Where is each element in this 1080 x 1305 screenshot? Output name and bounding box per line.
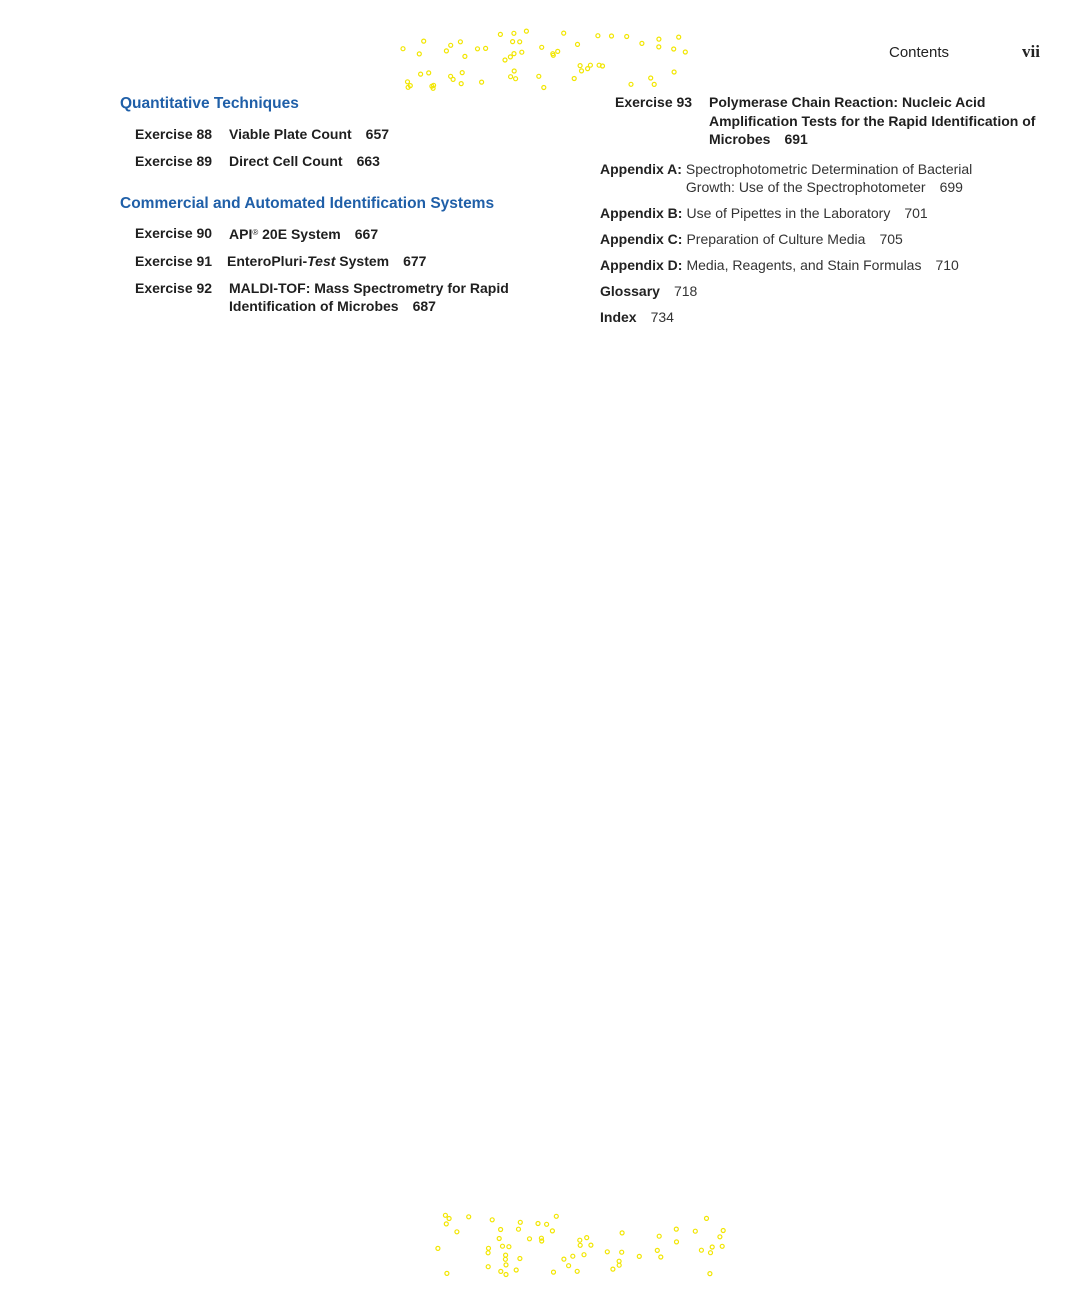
decorative-dot (514, 77, 518, 81)
toc-entry-appendix-c[interactable] (600, 230, 1040, 248)
page-ref: 718 (673, 282, 698, 299)
decorative-dot (710, 1245, 714, 1249)
decorative-dot (528, 1237, 532, 1241)
decorative-dot (449, 74, 453, 78)
running-header-label: Contents (889, 44, 950, 61)
decorative-dot (562, 31, 566, 35)
decorative-dot (659, 1255, 663, 1259)
decorative-dot (447, 1217, 451, 1221)
decorative-dot (501, 1244, 505, 1248)
page-ref: 699 (939, 178, 963, 195)
decorative-dot (507, 1245, 511, 1249)
page-ref: 667 (354, 226, 379, 242)
decorative-dot (486, 1265, 490, 1269)
decorative-dot (499, 1269, 503, 1273)
decorative-dot (657, 1234, 661, 1238)
toc-entry-appendix-d[interactable] (600, 256, 1040, 274)
decorative-dot (512, 69, 516, 73)
exercise-number: Exercise 89 (135, 153, 213, 169)
decorative-dot (542, 86, 546, 90)
decorative-dot (427, 71, 431, 75)
decorative-dot (675, 1240, 679, 1244)
decorative-dot (657, 37, 661, 41)
decorative-dot (463, 54, 467, 58)
decorative-dot (444, 49, 448, 53)
decorative-dot (511, 40, 515, 44)
decorative-dot (683, 50, 687, 54)
decorative-dot (580, 69, 584, 73)
toc-entry-exercise-92[interactable] (120, 279, 570, 315)
decorative-dot (589, 1243, 593, 1247)
decorative-dot (720, 1244, 724, 1248)
decorative-dot (693, 1229, 697, 1233)
appendix-label: Appendix A: (600, 160, 682, 177)
page-ref: 705 (879, 230, 903, 247)
toc-entry-index[interactable] (600, 308, 1040, 326)
decorative-dot (503, 58, 507, 62)
decorative-dot (455, 1230, 459, 1234)
toc-entry-exercise-91[interactable] (120, 252, 570, 270)
decorative-dot (512, 52, 516, 56)
appendix-label: Appendix D: (600, 256, 683, 273)
toc-entry-exercise-93[interactable] (600, 93, 1040, 149)
decorative-dot (718, 1235, 722, 1239)
toc-entry-exercise-88[interactable] (120, 125, 570, 143)
decorative-dot (585, 1236, 589, 1240)
exercise-number: Exercise 90 (135, 225, 213, 241)
toc-entry-appendix-a[interactable] (600, 160, 1040, 196)
decorative-dot (571, 1254, 575, 1258)
page-ref: 701 (904, 204, 928, 221)
decorative-dot (422, 39, 426, 43)
decorative-dot (709, 1251, 713, 1255)
decorative-dot (504, 1273, 508, 1277)
decorative-dot (588, 63, 592, 67)
decorative-dot (484, 46, 488, 50)
exercise-title: API® 20E System (229, 226, 341, 242)
decorative-dot (486, 1251, 490, 1255)
decorative-dot (550, 1229, 554, 1233)
appendix-label: Appendix B: (600, 204, 683, 221)
decorative-dot (578, 64, 582, 68)
decorative-dot (443, 1213, 447, 1217)
decorative-dot (514, 1268, 518, 1272)
decorative-dot (480, 80, 484, 84)
glossary-label: Glossary (600, 282, 660, 299)
appendix-title: Media, Reagents, and Stain Formulas (686, 256, 922, 273)
decorative-dot (721, 1229, 725, 1233)
decorative-dot (476, 47, 480, 51)
decorative-dot (401, 47, 405, 51)
decorative-dot (458, 40, 462, 44)
page-ref: 677 (403, 253, 427, 269)
decorative-dot (459, 82, 463, 86)
decorative-dot (499, 1228, 503, 1232)
decorative-dot (503, 1257, 507, 1261)
exercise-number: Exercise 93 (615, 94, 693, 110)
decorative-dot (708, 1272, 712, 1276)
decorative-dot (537, 74, 541, 78)
decorative-dot (617, 1259, 621, 1263)
section-title-quantitative: Quantitative Techniques (120, 95, 299, 112)
toc-right-column (600, 93, 1040, 334)
exercise-title: Viable Plate Count (229, 126, 352, 142)
decorative-dot (487, 1246, 491, 1250)
decorative-dot (637, 1254, 641, 1258)
appendix-title: Preparation of Culture Media (686, 230, 866, 247)
decorative-dot (611, 1267, 615, 1271)
exercise-title: Polymerase Chain Reaction: Nucleic Acid Amplification Tests for the Rapid Identification of Microbes (709, 94, 1036, 147)
page-ref: 710 (935, 256, 959, 273)
exercise-title: Direct Cell Count (229, 153, 343, 169)
decorative-dot (578, 1238, 582, 1242)
decorative-dot (552, 1270, 556, 1274)
decorative-dot (640, 41, 644, 45)
appendix-title: Spectrophotometric Determination of Bacterial Growth: Use of the Spectrophotometer (685, 160, 973, 195)
index-label: Index (600, 308, 637, 325)
decorative-dot (417, 52, 421, 56)
decorative-dot (652, 82, 656, 86)
page-ref: 687 (412, 298, 436, 314)
decorative-dot (497, 1237, 501, 1241)
decorative-dot (649, 76, 653, 80)
decorative-dot (517, 1227, 521, 1231)
decorative-dot (498, 32, 502, 36)
decorative-dot (617, 1263, 621, 1267)
decorative-dot (406, 80, 410, 84)
exercise-title: EnteroPluri-Test System (227, 253, 390, 269)
exercise-number: Exercise 88 (135, 126, 213, 142)
section-title-commercial: Commercial and Automated Identification Systems (120, 195, 495, 212)
decorative-dot (578, 1243, 582, 1247)
page-number: vii (1022, 42, 1040, 61)
decorative-dot (518, 1257, 522, 1261)
decorative-dot (672, 47, 676, 51)
decorative-dot (518, 40, 522, 44)
decorative-dots-bottom (433, 1212, 728, 1278)
decorative-dot (540, 45, 544, 49)
decorative-dot (629, 82, 633, 86)
decorative-dot (449, 43, 453, 47)
toc-left-column (120, 93, 570, 315)
decorative-dot (518, 1220, 522, 1224)
decorative-dot (520, 50, 524, 54)
decorative-dot (677, 35, 681, 39)
decorative-dot (674, 1227, 678, 1231)
decorative-dot (605, 1250, 609, 1254)
decorative-dot (436, 1246, 440, 1250)
decorative-dot (444, 1222, 448, 1226)
decorative-dot (508, 55, 512, 59)
decorative-dot (467, 1215, 471, 1219)
toc-entry-appendix-b[interactable] (600, 204, 1040, 222)
toc-entry-exercise-90[interactable] (120, 224, 570, 243)
decorative-dot (576, 42, 580, 46)
decorative-dots-top (395, 28, 690, 92)
decorative-dot (540, 1239, 544, 1243)
decorative-dot (620, 1250, 624, 1254)
decorative-dot (445, 1271, 449, 1275)
decorative-dot (419, 72, 423, 76)
toc-entry-exercise-89[interactable] (120, 152, 570, 170)
exercise-number: Exercise 92 (135, 280, 213, 296)
decorative-dot (705, 1216, 709, 1220)
decorative-dot (655, 1248, 659, 1252)
decorative-dot (596, 34, 600, 38)
decorative-dot (610, 34, 614, 38)
exercise-title: MALDI-TOF: Mass Spectrometry for Rapid Identification of Microbes (229, 280, 509, 314)
page-ref: 657 (365, 126, 390, 142)
decorative-dot (657, 45, 661, 49)
decorative-dot (556, 49, 560, 53)
decorative-dot (575, 1269, 579, 1273)
decorative-dot (504, 1253, 508, 1257)
decorative-dot (545, 1222, 549, 1226)
decorative-dot (625, 35, 629, 39)
decorative-dot (562, 1257, 566, 1261)
page-ref: 734 (650, 308, 674, 325)
page-ref: 663 (356, 153, 380, 169)
decorative-dot (490, 1218, 494, 1222)
decorative-dot (572, 77, 576, 81)
decorative-dot (582, 1253, 586, 1257)
decorative-dot (509, 75, 513, 79)
decorative-dot (620, 1231, 624, 1235)
decorative-dot (524, 29, 528, 33)
decorative-dot (672, 70, 676, 74)
decorative-dot (567, 1264, 571, 1268)
page-ref: 691 (784, 131, 808, 147)
decorative-dot (504, 1263, 508, 1267)
appendix-label: Appendix C: (600, 230, 683, 247)
toc-entry-glossary[interactable] (600, 282, 1040, 300)
exercise-number: Exercise 91 (135, 253, 213, 269)
decorative-dot (460, 71, 464, 75)
decorative-dot (699, 1248, 703, 1252)
decorative-dot (554, 1214, 558, 1218)
decorative-dot (536, 1222, 540, 1226)
appendix-title: Use of Pipettes in the Laboratory (686, 204, 891, 221)
decorative-dot (512, 31, 516, 35)
